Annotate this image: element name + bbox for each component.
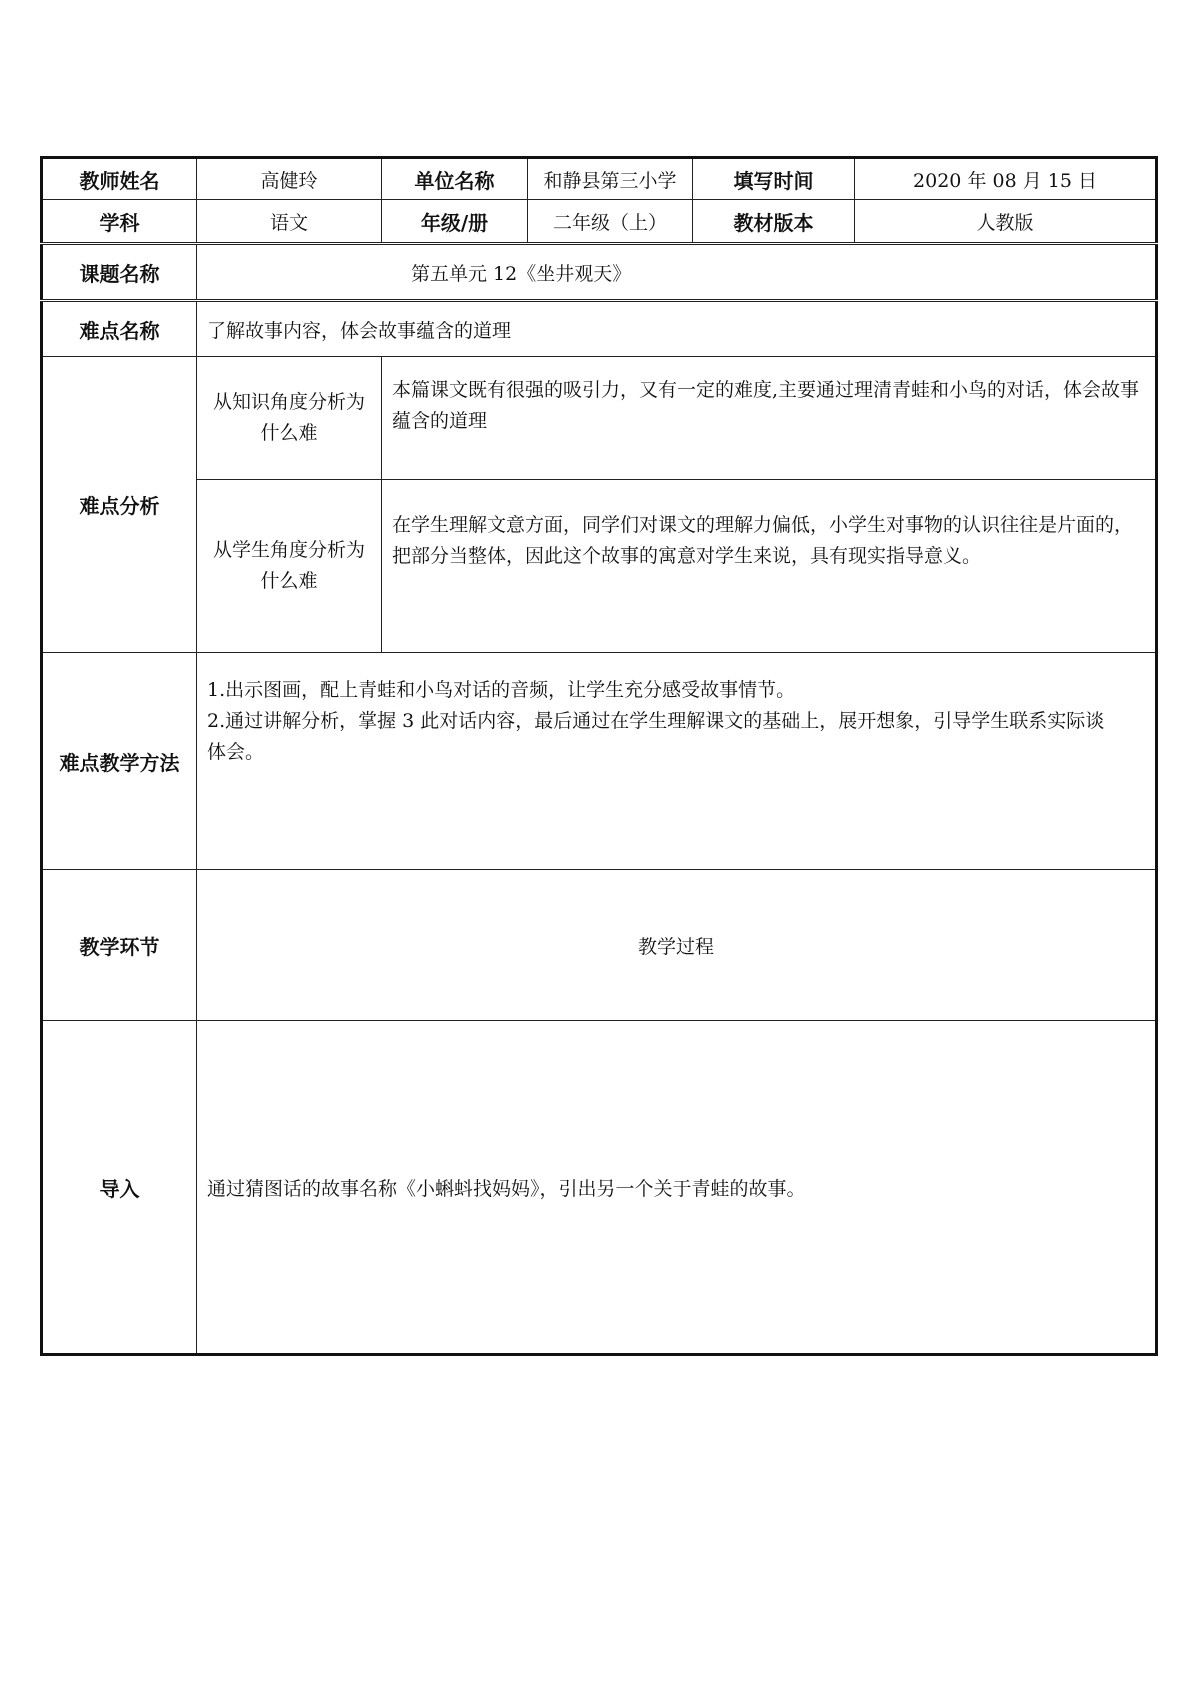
topic-row	[42, 244, 1157, 301]
intro-label: 导入	[42, 1021, 197, 1355]
teacher-value: 高健玲	[197, 158, 382, 200]
topic-value: 第五单元 12《坐井观天》	[197, 244, 1157, 301]
intro-row	[42, 1021, 1157, 1355]
method-label: 难点教学方法	[42, 653, 197, 870]
process-row	[42, 870, 1157, 1021]
header-row-2	[42, 200, 1157, 244]
edition-value: 人教版	[855, 200, 1157, 244]
header-row-1	[42, 158, 1157, 200]
method-row	[42, 653, 1157, 870]
student-label: 从学生角度分析为什么难	[197, 480, 382, 653]
analysis-label: 难点分析	[42, 357, 197, 653]
process-value: 教学过程	[197, 870, 1157, 1021]
edition-label: 教材版本	[693, 200, 855, 244]
intro-value: 通过猜图话的故事名称《小蝌蚪找妈妈》，引出另一个关于青蛙的故事。	[197, 1021, 1157, 1355]
method-cell	[197, 653, 1157, 870]
subject-label: 学科	[42, 200, 197, 244]
difficulty-label: 难点名称	[42, 301, 197, 357]
knowledge-label: 从知识角度分析为什么难	[197, 357, 382, 480]
unit-value: 和静县第三小学	[528, 158, 693, 200]
method-line-1: 1.出示图画，配上青蛙和小鸟对话的音频，让学生充分感受故事情节。	[207, 679, 796, 701]
date-value: 2020 年 08 月 15 日	[855, 158, 1157, 200]
subject-value: 语文	[197, 200, 382, 244]
grade-value: 二年级（上）	[528, 200, 693, 244]
analysis-row-knowledge	[42, 357, 1157, 480]
unit-label: 单位名称	[382, 158, 528, 200]
method-line-2: 2.通过讲解分析，掌握 3 此对话内容，最后通过在学生理解课文的基础上，展开想象，引导学生联系实际谈体会。	[207, 710, 1105, 763]
knowledge-value: 本篇课文既有很强的吸引力，又有一定的难度,主要通过理清青蛙和小鸟的对话，体会故事蕴含的道理	[382, 357, 1157, 480]
date-label: 填写时间	[693, 158, 855, 200]
analysis-row-student	[42, 480, 1157, 653]
process-label: 教学环节	[42, 870, 197, 1021]
topic-label: 课题名称	[42, 244, 197, 301]
lesson-plan-table	[40, 156, 1158, 1356]
lesson-plan-sheet	[40, 156, 1155, 1356]
difficulty-row	[42, 301, 1157, 357]
grade-label: 年级/册	[382, 200, 528, 244]
student-value: 在学生理解文意方面，同学们对课文的理解力偏低，小学生对事物的认识往往是片面的，把部分当整体，因此这个故事的寓意对学生来说，具有现实指导意义。	[382, 480, 1157, 653]
teacher-label: 教师姓名	[42, 158, 197, 200]
difficulty-value: 了解故事内容，体会故事蕴含的道理	[197, 301, 1157, 357]
